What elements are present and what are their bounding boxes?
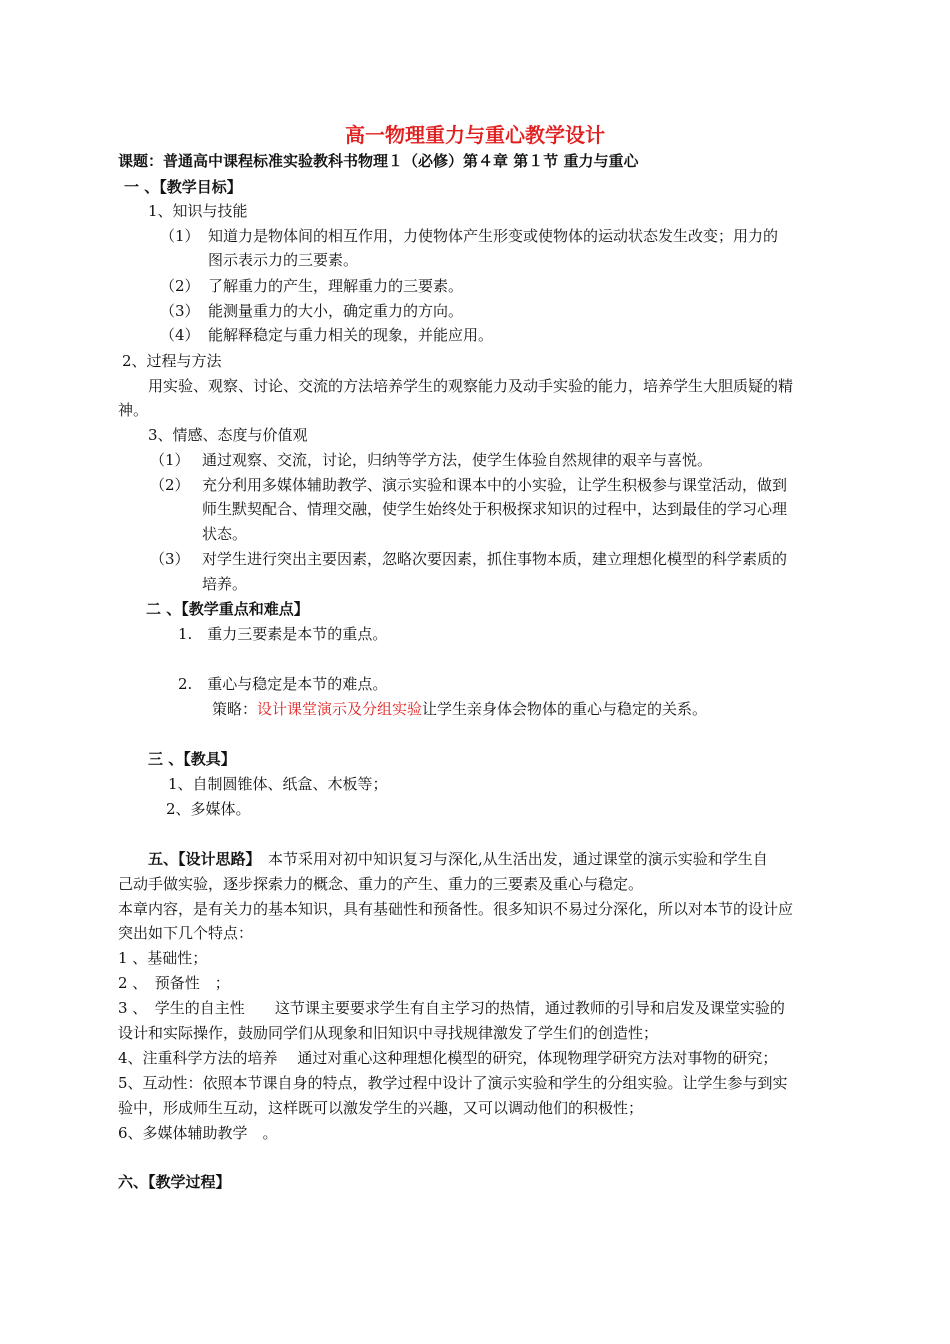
item-text: 能测量重力的大小，确定重力的方向。	[208, 302, 464, 320]
item-text-continued: 状态。	[202, 525, 248, 543]
strategy-highlight: 设计课堂演示及分组实验	[257, 700, 423, 718]
design-idea-line	[148, 848, 768, 870]
list-item	[150, 449, 712, 471]
feature-item: 1 、基础性；	[118, 949, 208, 967]
feature-item: 2 、 预备性 ；	[118, 974, 230, 992]
item-number: （1）	[160, 227, 200, 245]
item-text: 了解重力的产生，理解重力的三要素。	[208, 277, 464, 295]
item-number: （1）	[150, 451, 190, 469]
section-5-heading: 五、【设计思路】	[148, 850, 254, 868]
item-text: 对学生进行突出主要因素，忽略次要因素，抓住事物本质，建立理想化模型的科学素质的	[202, 550, 788, 568]
document-title: 高一物理重力与重心教学设计	[345, 123, 605, 147]
paragraph-line: 设计和实际操作，鼓励同学们从现象和旧知识中寻找规律激发了学生们的创造性；	[118, 1024, 659, 1042]
list-item	[150, 474, 787, 496]
item-number: （3）	[160, 302, 200, 320]
list-item	[160, 324, 493, 346]
item-text: 能解释稳定与重力相关的现象，并能应用。	[208, 326, 494, 344]
item-text: 知道力是物体间的相互作用，力使物体产生形变或使物体的运动状态发生改变；用力的	[208, 227, 779, 245]
paragraph-line: 己动手做实验，逐步探索力的概念、重力的产生、重力的三要素及重心与稳定。	[118, 875, 644, 893]
item-text: 通过观察、交流，讨论，归纳等学方法，使学生体验自然规律的艰辛与喜悦。	[202, 451, 713, 469]
subject-line: 课题：普通高中课程标准实验教科书物理１（必修）第４章 第１节 重力与重心	[118, 152, 639, 170]
feature-item: 6、多媒体辅助教学 。	[118, 1124, 278, 1142]
section-3-heading: 三 、【教具】	[148, 750, 236, 768]
list-item	[160, 275, 463, 297]
paragraph-text: 本节采用对初中知识复习与深化,从生活出发，通过课堂的演示实验和学生自	[253, 850, 768, 868]
section-1-sub-process: 2、过程与方法	[122, 352, 222, 370]
paragraph-line: 神。	[118, 401, 149, 419]
strategy-label: 策略：	[212, 700, 258, 718]
list-item	[160, 300, 463, 322]
paragraph-line: 本章内容，是有关力的基本知识，具有基础性和预备性。很多知识不易过分深化，所以对本节的设计应	[118, 900, 794, 918]
difficulty-item: 2. 重心与稳定是本节的难点。	[178, 675, 388, 693]
paragraph-line: 用实验、观察、讨论、交流的方法培养学生的观察能力及动手实验的能力，培养学生大胆质疑的精	[148, 377, 794, 395]
list-item	[160, 225, 778, 247]
feature-item: 4、注重科学方法的培养 通过对重心这种理想化模型的研究，体现物理学研究方法对事物的研究；	[118, 1049, 778, 1067]
list-item	[150, 548, 787, 570]
teaching-aid-item: 2、多媒体。	[166, 800, 251, 818]
item-text-continued: 培养。	[202, 575, 248, 593]
item-number: （3）	[150, 550, 190, 568]
feature-item: 3 、 学生的自主性 这节课主要要求学生有自主学习的热情，通过教师的引导和启发及课堂实验的	[118, 999, 785, 1017]
item-number: （2）	[160, 277, 200, 295]
strategy-text: 让学生亲身体会物体的重心与稳定的关系。	[422, 700, 708, 718]
paragraph-line: 突出如下几个特点：	[118, 924, 254, 942]
item-text-continued: 图示表示力的三要素。	[208, 251, 359, 269]
teaching-aid-item: 1、自制圆锥体、纸盒、木板等；	[168, 775, 388, 793]
section-1-heading: 一 、【教学目标】	[124, 178, 242, 196]
strategy-line	[212, 698, 707, 720]
section-6-heading: 六、【教学过程】	[118, 1173, 231, 1191]
item-number: （2）	[150, 476, 190, 494]
feature-item: 5、互动性：依照本节课自身的特点，教学过程中设计了演示实验和学生的分组实验。让学生参与到实	[118, 1074, 788, 1092]
section-1-sub-attitude: 3、情感、态度与价值观	[148, 426, 308, 444]
section-2-heading: 二 、【教学重点和难点】	[146, 600, 309, 618]
paragraph-line: 验中，形成师生互动，这样既可以激发学生的兴趣，又可以调动他们的积极性；	[118, 1099, 644, 1117]
key-point-item: 1. 重力三要素是本节的重点。	[178, 625, 388, 643]
item-text: 充分利用多媒体辅助教学、演示实验和课本中的小实验，让学生积极参与课堂活动，做到	[202, 476, 788, 494]
item-text-continued: 师生默契配合、情理交融，使学生始终处于积极探求知识的过程中，达到最佳的学习心理	[202, 500, 788, 518]
section-1-sub-knowledge: 1、知识与技能	[148, 202, 248, 220]
item-number: （4）	[160, 326, 200, 344]
